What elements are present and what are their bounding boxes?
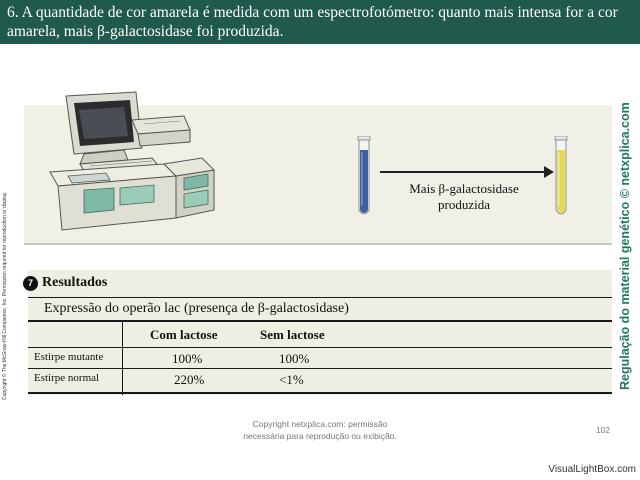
side-copyright-text: Copyright © The McGraw-Hill Companies, Inc. Permission required for reproduction or display.: [2, 191, 8, 400]
results-subtitle: Expressão do operão lac (presença de β-galactosidase): [44, 301, 349, 316]
slide-title: 6. A quantidade de cor amarela é medida com um espectrofotómetro: quanto mais intensa for a cor amarela, mais β-galactosidase foi produzida.: [0, 0, 640, 44]
row-divider: [28, 368, 612, 369]
side-copyright: [2, 100, 12, 400]
results-title: Resultados: [42, 275, 108, 290]
title-divider: [28, 297, 612, 298]
side-brand-text: Regulação do material genético © netxplica.com: [618, 102, 632, 390]
test-tube-yellow-icon: [551, 136, 571, 220]
watermark-link[interactable]: VisualLightBox.com: [548, 464, 636, 475]
footer-copyright-line-1: Copyright netxplica.com: permissão: [252, 419, 388, 429]
row-label-mutant: Estirpe mutante: [34, 351, 104, 363]
arrow-line: [380, 171, 546, 173]
footer-copyright-line-2: necessária para reprodução ou exibição.: [243, 431, 397, 441]
results-panel: [28, 270, 612, 395]
subtitle-divider: [28, 320, 612, 322]
cell-normal-without-lactose: <1%: [279, 372, 304, 387]
step-number-badge: 7: [23, 276, 38, 291]
footer-copyright: [200, 418, 440, 442]
cell-normal-with-lactose: 220%: [174, 372, 205, 387]
cell-mutant-without-lactose: 100%: [279, 351, 310, 366]
label-column-divider: [122, 322, 123, 395]
table-bottom-rule: [28, 392, 612, 394]
arrow-label: Mais β-galactosidase produzida: [409, 181, 519, 212]
column-header-with-lactose: Com lactose: [150, 327, 218, 342]
test-tube-blue-icon: [354, 136, 374, 220]
cell-mutant-with-lactose: 100%: [172, 351, 203, 366]
page-number: 102: [595, 425, 610, 435]
spectrophotometer-icon: [44, 90, 224, 240]
header-divider: [28, 347, 612, 348]
row-label-normal: Estirpe normal: [34, 372, 100, 384]
column-header-without-lactose: Sem lactose: [260, 327, 325, 342]
side-brand: [618, 102, 636, 400]
